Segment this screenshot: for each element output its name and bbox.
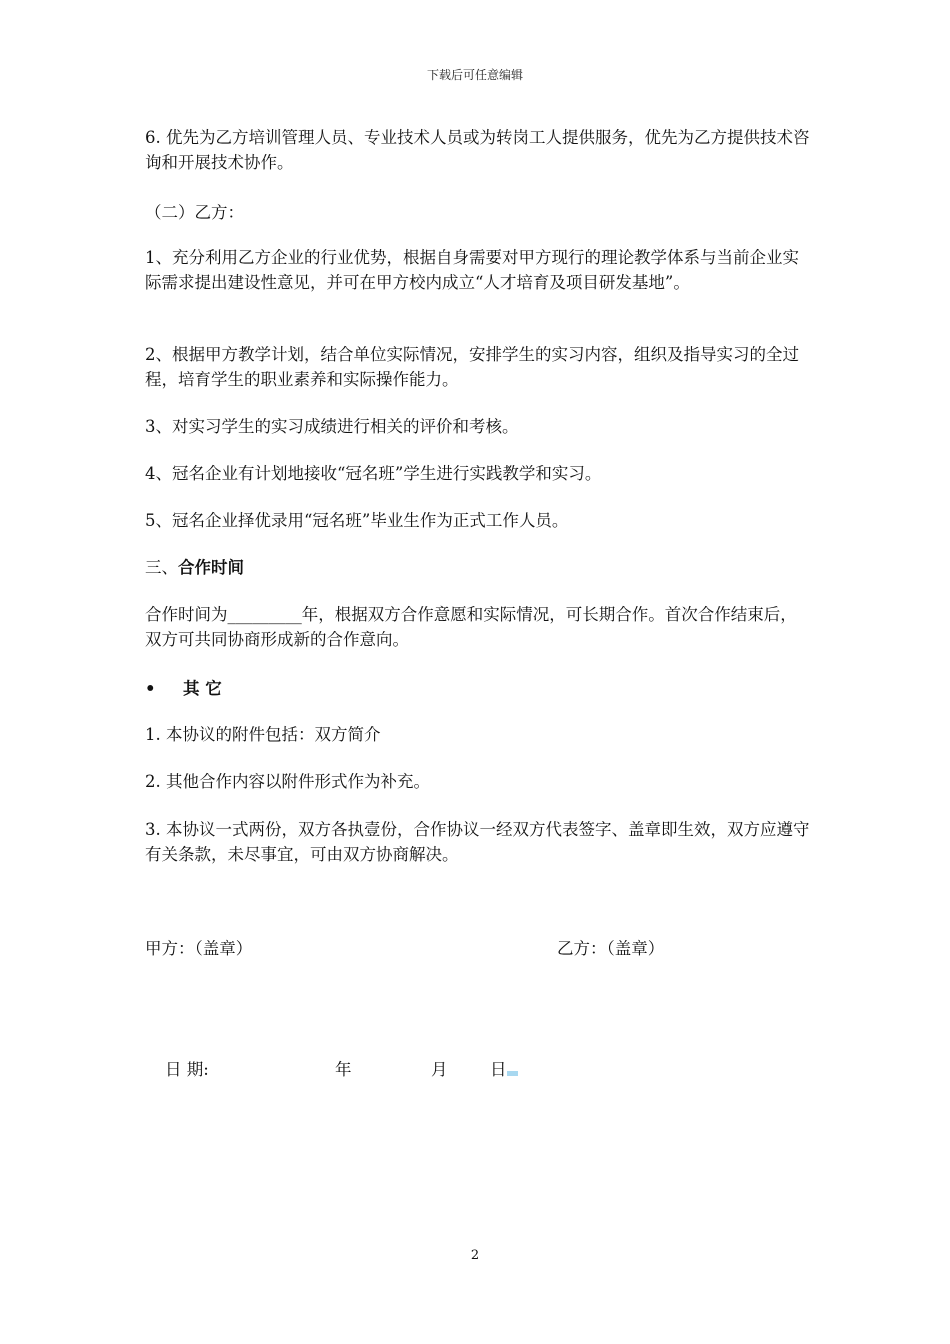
bullet-icon: • xyxy=(145,679,156,698)
section-4-heading xyxy=(145,676,222,701)
date-month: 月 xyxy=(431,1060,448,1079)
page-number: 2 xyxy=(470,1248,480,1263)
section-3-prefix: 三、 xyxy=(145,558,178,577)
section-3-title: 合作时间 xyxy=(178,558,244,577)
text-cursor-mark xyxy=(507,1071,518,1076)
party-b-heading: （二）乙方： xyxy=(145,203,244,222)
date-year: 年 xyxy=(335,1060,352,1079)
paragraph-b1: 1、充分利用乙方企业的行业优势，根据自身需要对甲方现行的理论教学体系与当前企业实际需求提出建设性意见，并可在甲方校内成立“人才培育及项目研发基地”。 xyxy=(145,248,799,292)
paragraph-o2: 2. 其他合作内容以附件形式作为补充。 xyxy=(145,772,430,791)
date-day: 日 xyxy=(490,1060,507,1079)
section-4-title: 其 它 xyxy=(183,679,222,698)
paragraph-b3: 3、对实习学生的实习成绩进行相关的评价和考核。 xyxy=(145,417,519,436)
paragraph-b2: 2、根据甲方教学计划，结合单位实际情况，安排学生的实习内容，组织及指导实习的全过程，培育学生的职业素养和实际操作能力。 xyxy=(145,345,799,389)
paragraph-b4: 4、冠名企业有计划地接收“冠名班”学生进行实践教学和实习。 xyxy=(145,464,602,483)
paragraph-o1: 1. 本协议的附件包括：双方简介 xyxy=(145,725,381,744)
party-a-signature: 甲方：（盖章） xyxy=(145,939,253,958)
date-label: 日 期: xyxy=(165,1060,209,1079)
paragraph-time: 合作时间为_________年，根据双方合作意愿和实际情况，可长期合作。首次合作结束后，双方可共同协商形成新的合作意向。 xyxy=(145,605,797,649)
party-b-signature: 乙方：（盖章） xyxy=(557,939,665,958)
section-3-heading xyxy=(145,555,810,580)
paragraph-b5: 5、冠名企业择优录用“冠名班”毕业生作为正式工作人员。 xyxy=(145,511,569,530)
header-note: 下载后可任意编辑 xyxy=(426,68,523,82)
paragraph-o3: 3. 本协议一式两份，双方各执壹份，合作协议一经双方代表签字、盖章即生效，双方应遵守有关条款，未尽事宜，可由双方协商解决。 xyxy=(145,820,810,864)
paragraph-a6: 6. 优先为乙方培训管理人员、专业技术人员或为转岗工人提供服务，优先为乙方提供技术咨询和开展技术协作。 xyxy=(145,128,810,172)
